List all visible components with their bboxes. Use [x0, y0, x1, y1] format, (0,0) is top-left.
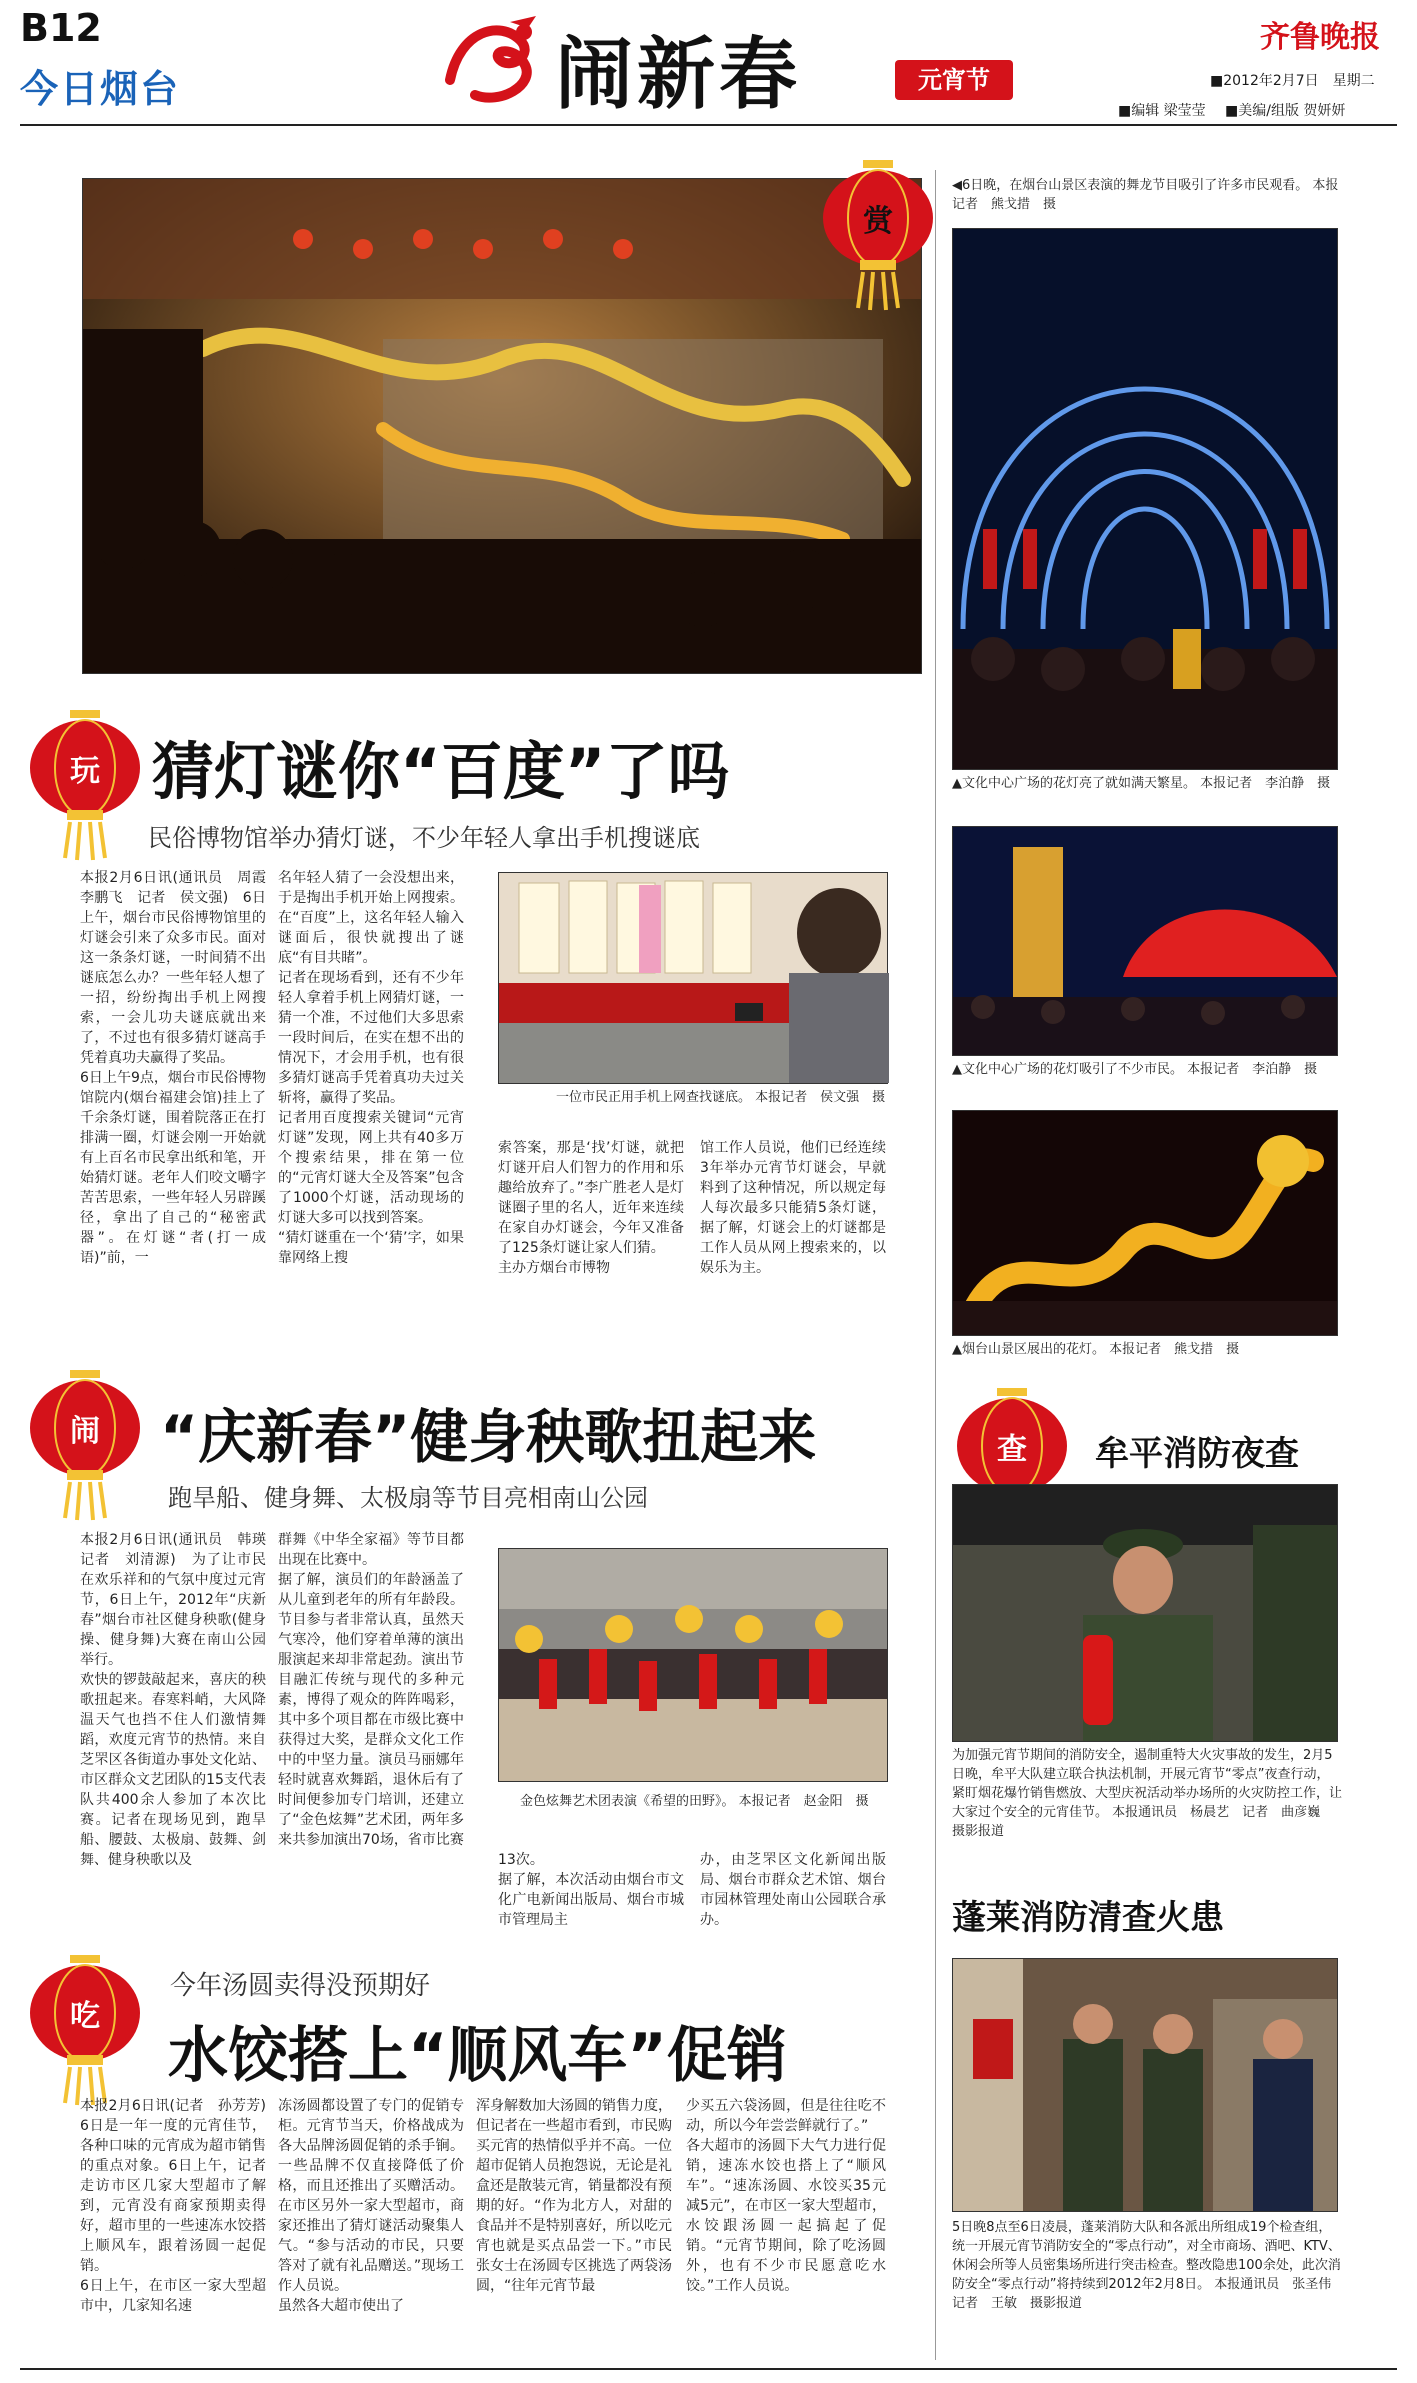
story1-column: 名年轻人猜了一会没想出来，于是掏出手机开始上网搜索。在“百度”上，这名年轻人输入谜面后，很快就搜出了谜底“有目共睹”。 记者在现场看到，还有不少年轻人拿着手机上网猜灯谜，一猜一个准，不过他们大多思索一段时间后，在实在想不出的情况下，才会用手机，也有很多猜灯谜高手凭着真功夫过关斩将，赢得了奖品。 记者用百度搜索关键词“元宵灯谜”发现，网上共有40多万个搜索结果，排在第一位的“元宵灯谜大全及答案”包含了1000个灯谜，活动现场的灯谜大多可以找到答案。 “猜灯谜重在一个‘猜’字，如果靠网络上搜 [278, 870, 464, 1266]
paper-name: 齐鲁晚报 [1260, 20, 1380, 55]
page-number: B12 [20, 6, 102, 50]
fire2-photo-inspection [952, 1958, 1338, 2212]
lantern-char: 玩 [70, 754, 100, 789]
lantern-char: 吃 [70, 1999, 100, 2034]
banner-tag: 元宵节 [895, 60, 1013, 100]
lantern-char: 查 [997, 1432, 1027, 1467]
lantern-char: 闹 [70, 1414, 100, 1449]
fire2-caption: 5日晚8点至6日凌晨，蓬莱消防大队和各派出所组成19个检查组，统一开展元宵节消防安全的“零点行动”，对全市商场、酒吧、KTV、休闲会所等人员密集场所进行突击检查。整改隐患100余处，此次消防安全“零点行动”将持续到2012年2月8日。 本报通讯员 张圣伟 记者 王敏 摄影报道 [952, 2220, 1345, 2311]
right-photo-light-arches [952, 228, 1338, 770]
story2-column: 办，由芝罘区文化新闻出版局、烟台市群众艺术馆、烟台市园林管理处南山公园联合承办。 [700, 1852, 886, 1928]
fire1-caption: 为加强元宵节期间的消防安全，遏制重特大火灾事故的发生，2月5日晚，牟平大队建立联合执法机制，开展元宵节“零点”夜查行动，紧盯烟花爆竹销售燃放、大型庆祝活动举办场所的火灾防控工作，让大家过个安全的元宵佳节。 本报通讯员 杨晨艺 记者 曲彦巍 摄影报道 [952, 1748, 1343, 1839]
story3-headline: 水饺搭上“顺风车”促销 [168, 2021, 787, 2091]
lantern-icon [25, 1370, 145, 1520]
banner-title: 闹新春 [555, 29, 802, 120]
story3-column: 冻汤圆都设置了专门的促销专柜。元宵节当天，价格战成为各大品牌汤圆促销的杀手锏。一些品牌不仅直接降低了价格，而且还推出了买赠活动。在市区另外一家大型超市，商家还推出了猜灯谜活动聚集人气。“参与活动的市民，只要答对了就有礼品赠送。”现场工作人员说。 虽然各大超市使出了 [278, 2098, 464, 2314]
issue-date: ■2012年2月7日 星期二 [1210, 73, 1375, 89]
story3-column: 本报2月6日讯(记者 孙芳芳) 6日是一年一度的元宵佳节，各种口味的元宵成为超市销售的重点对象。6日上午，记者走访市区几家大型超市了解到，元宵没有商家预期卖得好，超市里的一些速冻水饺搭上顺风车，跟着汤圆一起促销。 6日上午，在市区一家大型超市中，几家知名速 [80, 2098, 266, 2314]
story1-subheadline: 民俗博物馆举办猜灯谜，不少年轻人拿出手机搜谜底 [148, 824, 700, 852]
lantern-char: 赏 [863, 204, 893, 239]
lantern-icon [818, 160, 938, 310]
story2-column: 群舞《中华全家福》等节目都出现在比赛中。 据了解，演员们的年龄涵盖了从儿童到老年的所有年龄段。节目参与者非常认真，虽然天气寒冷，他们穿着单薄的演出服演起来却非常起劲。演出节目融汇传统与现代的多种元素，博得了观众的阵阵喝彩，其中多个项目都在市级比赛中获得过大奖，是群众文化工作中的中坚力量。演员马丽娜年轻时就喜欢舞蹈，退休后有了时间便参加专门培训，还建立了“金色炫舞”艺术团，两年多来共参加演出70场，省市比赛 [278, 1532, 464, 1848]
section-title: 今日烟台 [20, 67, 181, 111]
designer-credit: ■美编/组版 贺妍妍 [1225, 103, 1346, 119]
right-photo-plaza [952, 826, 1338, 1056]
fire1-headline: 牟平消防夜查 [1095, 1434, 1299, 1474]
fire2-headline: 蓬莱消防清查火患 [952, 1898, 1224, 1938]
top-photo-dragon-dance [82, 178, 922, 674]
right-caption-lanterns: ▲烟台山景区展出的花灯。 本报记者 熊戈措 摄 [952, 1342, 1240, 1357]
column-divider [935, 170, 936, 2360]
story3-column: 浑身解数加大汤圆的销售力度，但记者在一些超市看到，市民购买元宵的热情似乎并不高。一位超市促销人员抱怨说，无论是礼盒还是散装元宵，销量都没有预期的好。“作为北方人，对甜的食品并不是特别喜好，所以吃元宵也就是买点品尝一下。”市民张女士在汤圆专区挑选了两袋汤圆，“往年元宵节最 [476, 2098, 672, 2294]
right-photo-dragon-lantern [952, 1110, 1338, 1336]
dragon-logo-icon [440, 10, 550, 110]
story2-photo-caption: 金色炫舞艺术团表演《希望的田野》。 本报记者 赵金阳 摄 [520, 1794, 869, 1809]
fire1-photo-inspection [952, 1484, 1338, 1742]
story1-column: 本报2月6日讯(通讯员 周霞 李鹏飞 记者 侯文强) 6日上午，烟台市民俗博物馆里的灯谜会引来了众多市民。面对这一条条灯谜，一时间猜不出谜底怎么办？一些年轻人想了一招，纷纷掏出手机上网搜索，一会儿功夫谜底就出来了，不过也有很多猜灯谜高手凭着真功夫赢得了奖品。 6日上午9点，烟台市民俗博物馆院内(烟台福建会馆)挂上了千余条灯谜，围着院落正在打排满一圈，灯谜会刚一开始就有上百名市民拿出纸和笔，开始猜灯谜。老年人们咬文嚼字苦苦思索，一些年轻人另辟蹊径，拿出了自己的“秘密武器”。在灯谜“者(打一成语)”前，一 [80, 870, 266, 1266]
story1-headline: 猜灯谜你“百度”了吗 [152, 735, 730, 808]
lantern-icon [25, 710, 145, 860]
editor-credit: ■编辑 梁莹莹 [1118, 103, 1206, 119]
story2-subheadline: 跑旱船、健身舞、太极扇等节目亮相南山公园 [168, 1484, 648, 1512]
story2-headline: “庆新春”健身秧歌扭起来 [160, 1403, 817, 1471]
right-caption-plaza: ▲文化中心广场的花灯吸引了不少市民。 本报记者 李泊静 摄 [952, 1062, 1318, 1077]
lantern-icon [25, 1955, 145, 2105]
story2-photo-dance [498, 1548, 888, 1782]
right-caption-dragon: ◀6日晚，在烟台山景区表演的舞龙节目吸引了许多市民观看。 本报记者 熊戈措 摄 [952, 178, 1339, 212]
header-rule [20, 124, 1397, 126]
story3-kicker: 今年汤圆卖得没预期好 [170, 1971, 431, 2001]
right-caption-stars: ▲文化中心广场的花灯亮了就如满天繁星。 本报记者 李泊静 摄 [952, 776, 1331, 791]
footer-rule [20, 2368, 1397, 2370]
story2-column: 13次。 据了解，本次活动由烟台市文化广电新闻出版局、烟台市城市管理局主 [498, 1852, 684, 1928]
story1-photo-phone-search [498, 872, 888, 1084]
story3-column: 少买五六袋汤圆，但是往往吃不动，所以今年尝尝鲜就行了。” 各大超市的汤圆下大气力进行促销，速冻水饺也搭上了“顺风车”。“速冻汤圆、水饺买35元减5元”，在市区一家大型超市，水饺跟汤圆一起搞起了促销。“元宵节期间，除了吃汤圆外，也有不少市民愿意吃水饺。”工作人员说。 [686, 2098, 886, 2294]
story1-photo-caption: 一位市民正用手机上网查找谜底。 本报记者 侯文强 摄 [556, 1090, 886, 1105]
story2-column: 本报2月6日讯(通讯员 韩瑛 记者 刘清源) 为了让市民在欢乐祥和的气氛中度过元宵节，6日上午，2012年“庆新春”烟台市社区健身秧歌(健身操、健身舞)大赛在南山公园举行。 欢快的锣鼓敲起来，喜庆的秧歌扭起来。春寒料峭，大风降温天气也挡不住人们激情舞蹈，欢度元宵节的热情。来自芝罘区各街道办事处文化站、市区群众文艺团队的15支代表队共400余人参加了本次比赛。记者在现场见到，跑旱船、腰鼓、太极扇、鼓舞、剑舞、健身秧歌以及 [80, 1532, 266, 1868]
story1-column: 馆工作人员说，他们已经连续3年举办元宵节灯谜会，早就料到了这种情况，所以规定每人每次最多只能猜5条灯谜，据了解，灯谜会上的灯谜都是工作人员从网上搜索来的，以娱乐为主。 [700, 1140, 886, 1276]
story1-column: 索答案，那是‘找’灯谜，就把灯谜开启人们智力的作用和乐趣给放弃了。”李广胜老人是灯谜圈子里的名人，近年来连续在家自办灯谜会，今年又准备了125条灯谜让家人们猜。 主办方烟台市博物 [498, 1140, 684, 1276]
